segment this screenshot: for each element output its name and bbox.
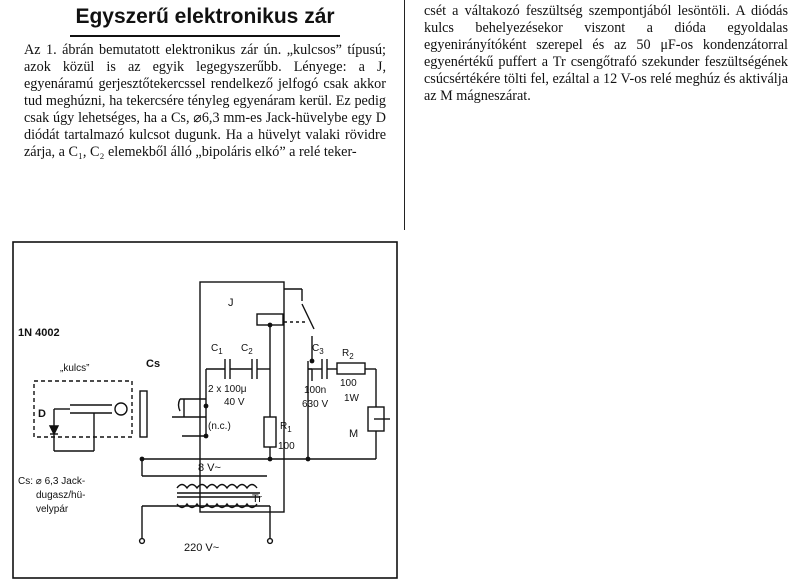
paragraph: Az 1. ábrán bemutatott elektronikus zár ún. „kulcsos” típusú; azok közül is az egyik legegyszerűbb. Lényege: a J, egyenáramú gerjesztőtekercssel rendelkező jelfogó csak akkor tud meghúzni, ha tekercsére tényleg egyenáram kerül. Ez pedig csak úgy lehetséges, ha a Cs, ⌀6,3 mm-es Jack-hüvelybe egy D diódát tartalmazó kulcsot dugunk. Ha a hüvelyt valaki rövidre zárja, a C₁, C₂ elemekből álló „bipoláris elkó” a relé teker- [24, 42, 386, 160]
diode-label: D [38, 408, 46, 420]
key-label: „kulcs” [60, 363, 90, 374]
jack-socket [140, 391, 147, 437]
circuit-diagram [12, 241, 398, 580]
transformer-secondary [177, 485, 257, 489]
mains-voltage-label: 220 V~ [184, 542, 220, 554]
paragraph: csét a váltakozó feszültség szempontjából lesöntöli. A diódás kulcs behelyezésekor viszont a dióda egyoldalas egyenirányítóként szerepel és az 50 μF-os kondenzátorral egyenértékű puffert a Tr csengőtrafó szekunder feszültségének csúcsértékére tölti fel, ezáltal a 12 V-os relé meghúz és aktiválja az M mágneszárat. [424, 3, 788, 104]
r1-resistor [264, 417, 276, 447]
c3-voltage-label: 630 V [302, 399, 329, 410]
jack-caption: velypár [36, 504, 69, 515]
r2-power-label: 1W [344, 393, 359, 404]
relay-contact-arm [302, 304, 314, 329]
r1-label: $R_1$ [280, 421, 292, 434]
nc-label: (n.c.) [208, 421, 231, 432]
mains-terminal [268, 539, 273, 544]
c3-value-label: 100n [304, 385, 327, 396]
r2-label: $R_2$ [342, 348, 354, 361]
r2-value-label: 100 [340, 378, 357, 389]
r1-value-label: 100 [278, 441, 295, 452]
figure-frame [13, 242, 397, 578]
column-divider [404, 0, 405, 230]
relay-label: J [228, 297, 234, 309]
article-left-column [24, 42, 386, 161]
article-right-column [424, 3, 788, 105]
c12-value-label: 2 x 100μ [208, 384, 247, 395]
diode-symbol [50, 426, 58, 434]
plug-tip [115, 403, 127, 415]
c2-label: $C_2$ [241, 343, 253, 356]
secondary-voltage-label: 8 V~ [198, 462, 221, 474]
r2-resistor [337, 363, 365, 374]
jack-tip-contact [179, 399, 181, 411]
mains-terminal [140, 539, 145, 544]
jack-caption: dugasz/hü- [36, 490, 86, 501]
c1-label: $C_1$ [211, 343, 223, 356]
diode-type-label: 1N 4002 [18, 327, 60, 339]
article-title: Egyszerű elektronikus zár [70, 3, 340, 37]
jack-label: Cs [146, 358, 161, 370]
c3-label: $C_3$ [312, 343, 324, 356]
magnet-label: M [349, 428, 359, 440]
c12-voltage-label: 40 V [224, 397, 245, 408]
transformer-label: Tr [252, 493, 262, 505]
key-outline [34, 381, 132, 437]
jack-caption: Cs: ⌀ 6,3 Jack- [18, 476, 86, 487]
